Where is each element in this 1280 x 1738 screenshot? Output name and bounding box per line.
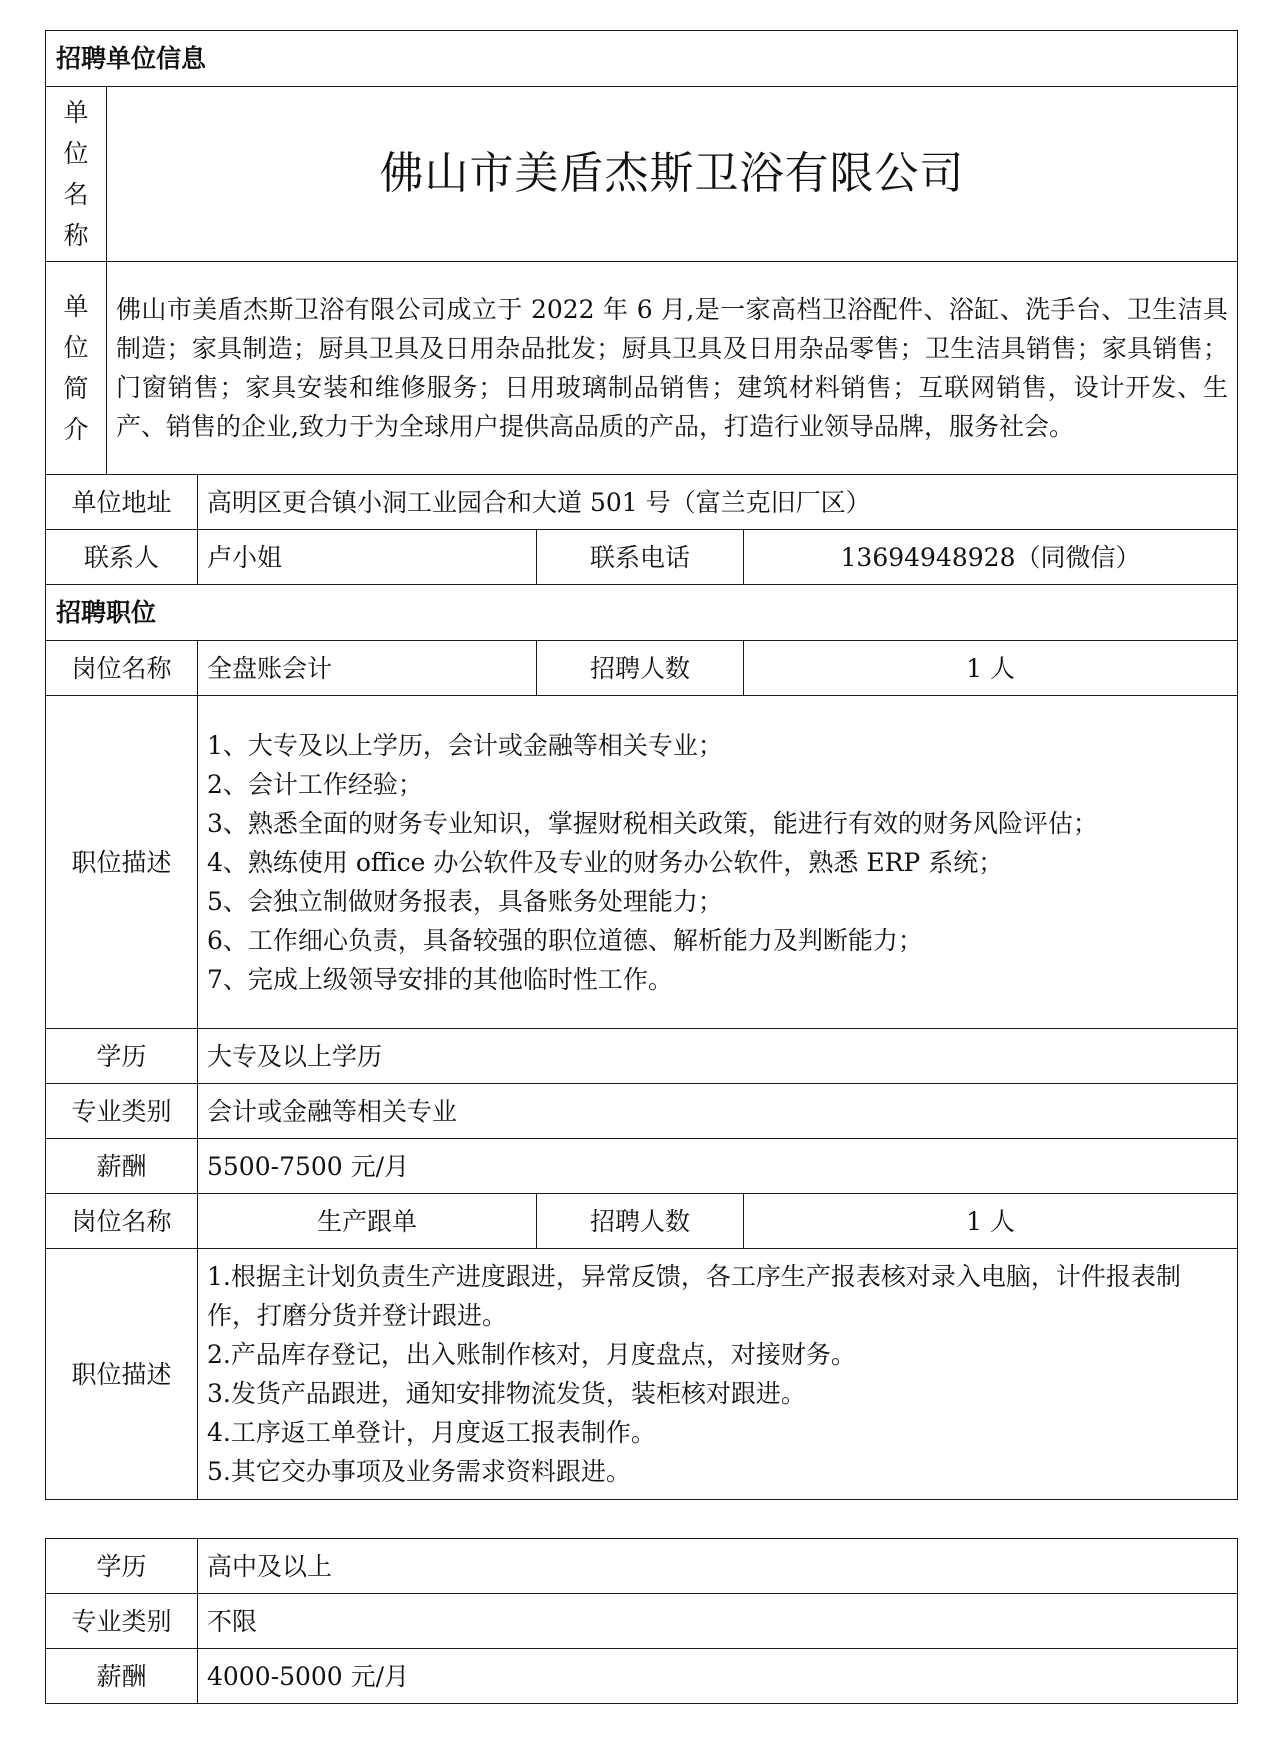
major-label: 专业类别 [46,1594,198,1649]
company-name: 佛山市美盾杰斯卫浴有限公司 [107,87,1238,262]
company-name-row [46,87,1238,262]
job-desc-item: 3、熟悉全面的财务专业知识，掌握财税相关政策，能进行有效的财务风险评估； [207,808,1098,838]
job-desc-cell [198,696,1238,1029]
job-count-label: 招聘人数 [537,641,744,696]
salary-label: 薪酬 [46,1649,198,1704]
job-desc-item: 7、完成上级领导安排的其他临时性工作。 [207,964,673,994]
salary-label: 薪酬 [46,1139,198,1194]
job-title-value: 生产跟单 [198,1194,537,1249]
major-value: 不限 [198,1594,1238,1649]
job-2-major-row [46,1594,1238,1649]
company-intro: 佛山市美盾杰斯卫浴有限公司成立于 2022 年 6 月,是一家高档卫浴配件、浴缸、洗手台、卫生洁具制造；家具制造；厨具卫具及日用杂品批发；厨具卫具及日用杂品零售；卫生洁具销售；家具销售；门窗销售；家具安装和维修服务；日用玻璃制品销售；建筑材料销售；互联网销售，设计开发、生产、销售的企业,致力于为全球用户提供高品质的产品，打造行业领导品牌，服务社会。 [107,262,1238,475]
major-label: 专业类别 [46,1084,198,1139]
job-title-value: 全盘账会计 [198,641,537,696]
job-title-label: 岗位名称 [46,641,198,696]
recruitment-table [45,30,1238,1500]
phone-label: 联系电话 [537,530,744,585]
contact-row [46,530,1238,585]
job-1-salary-row [46,1139,1238,1194]
job-desc-item: 4、熟练使用 office 办公软件及专业的财务办公软件，熟悉 ERP 系统； [207,847,1004,877]
job-desc-item: 2、会计工作经验； [207,769,423,799]
job-2-salary-row [46,1649,1238,1704]
section-company-row [46,31,1238,87]
job-2-desc-row [46,1249,1238,1500]
address-label: 单位地址 [46,475,198,530]
job-desc-item: 1、大专及以上学历，会计或金融等相关专业； [207,730,723,760]
company-name-label: 单 位 名 称 [46,87,107,262]
section-jobs-heading: 招聘职位 [46,585,1238,641]
job-2-requirements-table [45,1538,1238,1704]
job-desc-item: 2.产品库存登记，出入账制作核对，月度盘点，对接财务。 [207,1340,856,1369]
job-2-edu-row [46,1539,1238,1594]
salary-value: 4000-5000 元/月 [198,1649,1238,1704]
edu-value: 大专及以上学历 [198,1029,1238,1084]
company-intro-row [46,262,1238,475]
edu-label: 学历 [46,1029,198,1084]
salary-value: 5500-7500 元/月 [198,1139,1238,1194]
job-desc-cell [198,1249,1238,1500]
job-1-title-row [46,641,1238,696]
job-desc-label: 职位描述 [46,696,198,1029]
edu-label: 学历 [46,1539,198,1594]
job-desc-list [207,1257,1228,1491]
job-desc-list [207,726,1228,999]
job-title-label: 岗位名称 [46,1194,198,1249]
edu-value: 高中及以上 [198,1539,1238,1594]
job-desc-item: 4.工序返工单登计，月度返工报表制作。 [207,1418,656,1447]
job-desc-item: 6、工作细心负责，具备较强的职位道德、解析能力及判断能力； [207,925,923,955]
job-desc-label: 职位描述 [46,1249,198,1500]
job-1-major-row [46,1084,1238,1139]
job-1-desc-row [46,696,1238,1029]
phone-value: 13694948928（同微信） [744,530,1238,585]
contact-label: 联系人 [46,530,198,585]
job-1-edu-row [46,1029,1238,1084]
job-2-title-row [46,1194,1238,1249]
address-value: 高明区更合镇小洞工业园合和大道 501 号（富兰克旧厂区） [198,475,1238,530]
job-count-value: 1 人 [744,1194,1238,1249]
company-intro-label: 单 位 简 介 [46,262,107,475]
job-count-value: 1 人 [744,641,1238,696]
job-count-label: 招聘人数 [537,1194,744,1249]
address-row [46,475,1238,530]
section-jobs-row [46,585,1238,641]
job-desc-item: 3.发货产品跟进，通知安排物流发货，装柜核对跟进。 [207,1379,806,1408]
section-company-heading: 招聘单位信息 [46,31,1238,87]
major-value: 会计或金融等相关专业 [198,1084,1238,1139]
job-desc-item: 5.其它交办事项及业务需求资料跟进。 [207,1457,631,1486]
contact-value: 卢小姐 [198,530,537,585]
job-desc-item: 1.根据主计划负责生产进度跟进，异常反馈，各工序生产报表核对录入电脑，计件报表制作，打磨分货并登计跟进。 [207,1262,1181,1330]
job-desc-item: 5、会独立制做财务报表，具备账务处理能力； [207,886,723,916]
